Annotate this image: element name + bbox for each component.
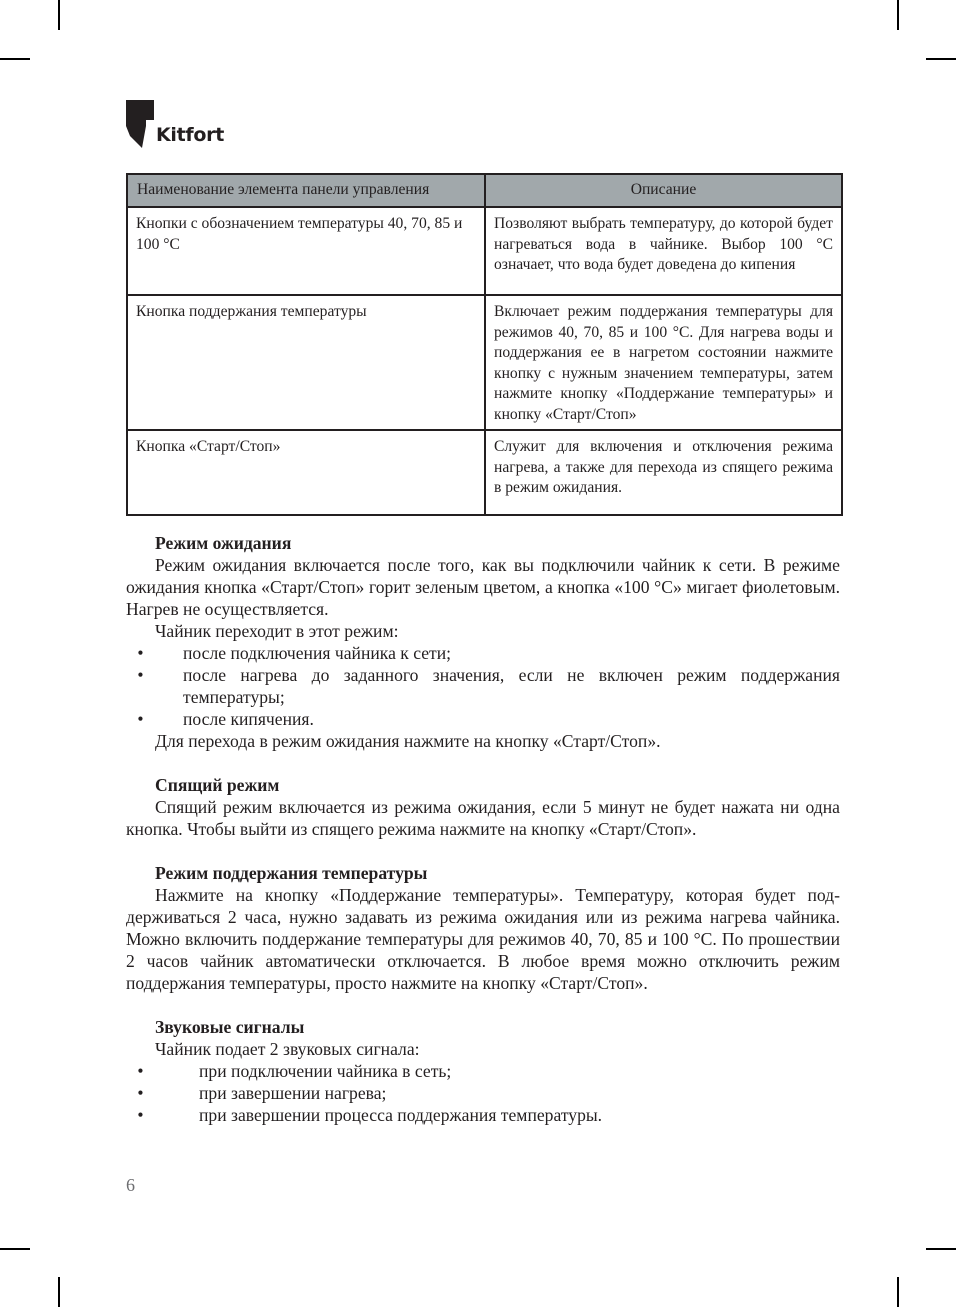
crop-mark [58, 0, 60, 30]
section-keep-warm [126, 862, 840, 994]
table-header-row [127, 174, 842, 207]
list-item: • при завершении нагрева; [126, 1082, 840, 1104]
list-item: • при завершении процесса поддержания температуры. [126, 1104, 840, 1126]
section-heading: Спящий режим [155, 775, 280, 795]
bullet-icon: • [137, 709, 144, 729]
list-item: • после кипячения. [126, 708, 840, 730]
list-intro: Чайник переходит в этот режим: [155, 621, 399, 641]
paragraph: Спящий режим включается из режима ожидания, если 5 минут не будет нажата ни одна кнопка. Чтобы выйти из спящего режима нажмите на кнопку «Старт/Стоп». [126, 797, 840, 839]
section-standby [126, 532, 840, 752]
column-header-name: Наименование элемента панели управления [127, 174, 485, 207]
paragraph: Нажмите на кнопку «Поддержание температуры». Температуру, которая будет поддерживаться 2 часа, нужно задавать из режима ожидания или из режима нагрева чайника. Можно включить поддержание температуры для режимов 40, 70, 85 и 100 °С. По прошествии 2 часов чайник автоматически отключается. В любое время можно отключить режим поддержания температуры, просто нажмите на кнопку «Старт/Стоп». [126, 885, 840, 993]
cell-description: Включает режим поддержания температуры для режимов 40, 70, 85 и 100 °С. Для нагрева воды и поддержания ее в нагретом состоянии нажмите кнопку с нужным значением температуры, затем нажмите кнопку «Поддержание температуры» и кнопку «Старт/Стоп» [485, 295, 842, 430]
paragraph: Для перехода в режим ожидания нажмите на кнопку «Старт/Стоп». [155, 731, 661, 751]
section-heading: Звуковые сигналы [155, 1017, 305, 1037]
page-number: 6 [126, 1175, 135, 1195]
section-heading: Режим поддержания температуры [155, 863, 428, 883]
brand-name: Kitfort [156, 124, 224, 146]
bullet-icon: • [137, 665, 144, 685]
cell-description: Позволяют выбрать температуру, до которой будет нагреваться вода в чайнике. Выбор 100 °С означает, что вода будет доведена до кипения [485, 207, 842, 295]
paragraph: Режим ожидания включается после того, как вы подключили чайник к сети. В режиме ожидания кнопка «Старт/Стоп» горит зеленым цветом, а кнопка «100 °С» мигает фиолетовым. Нагрев не осуществляется. [126, 555, 840, 619]
table-row [127, 207, 842, 295]
kitfort-shield-icon [126, 100, 154, 148]
section-sounds [126, 1016, 840, 1126]
table-row [127, 430, 842, 515]
section-heading: Режим ожидания [155, 533, 292, 553]
cell-element-name: Кнопка поддержания температуры [127, 295, 485, 430]
column-header-description: Описание [485, 174, 842, 207]
list-item: • после подключения чайника к сети; [126, 642, 840, 664]
crop-mark [0, 1248, 30, 1250]
list-intro: Чайник подает 2 звуковых сигнала: [155, 1039, 420, 1059]
bullet-icon: • [137, 1061, 144, 1081]
bullet-icon: • [137, 1105, 144, 1125]
crop-mark [926, 1248, 956, 1250]
control-panel-table [126, 173, 843, 516]
crop-mark [926, 58, 956, 60]
bullet-icon: • [137, 643, 144, 663]
crop-mark [897, 1277, 899, 1307]
crop-mark [897, 0, 899, 30]
crop-mark [58, 1277, 60, 1307]
cell-description: Служит для включения и отключения режима нагрева, а также для перехода из спящего режима в режим ожидания. [485, 430, 842, 515]
table-row [127, 295, 842, 430]
list-item: • при подключении чайника в сеть; [126, 1060, 840, 1082]
bullet-icon: • [137, 1083, 144, 1103]
list-item: • после нагрева до заданного значения, если не включен режим поддержания температуры; [126, 664, 840, 708]
cell-element-name: Кнопки с обозначением температуры 40, 70, 85 и 100 °С [127, 207, 485, 295]
section-sleep [126, 774, 840, 840]
cell-element-name: Кнопка «Старт/Стоп» [127, 430, 485, 515]
crop-mark [0, 58, 30, 60]
